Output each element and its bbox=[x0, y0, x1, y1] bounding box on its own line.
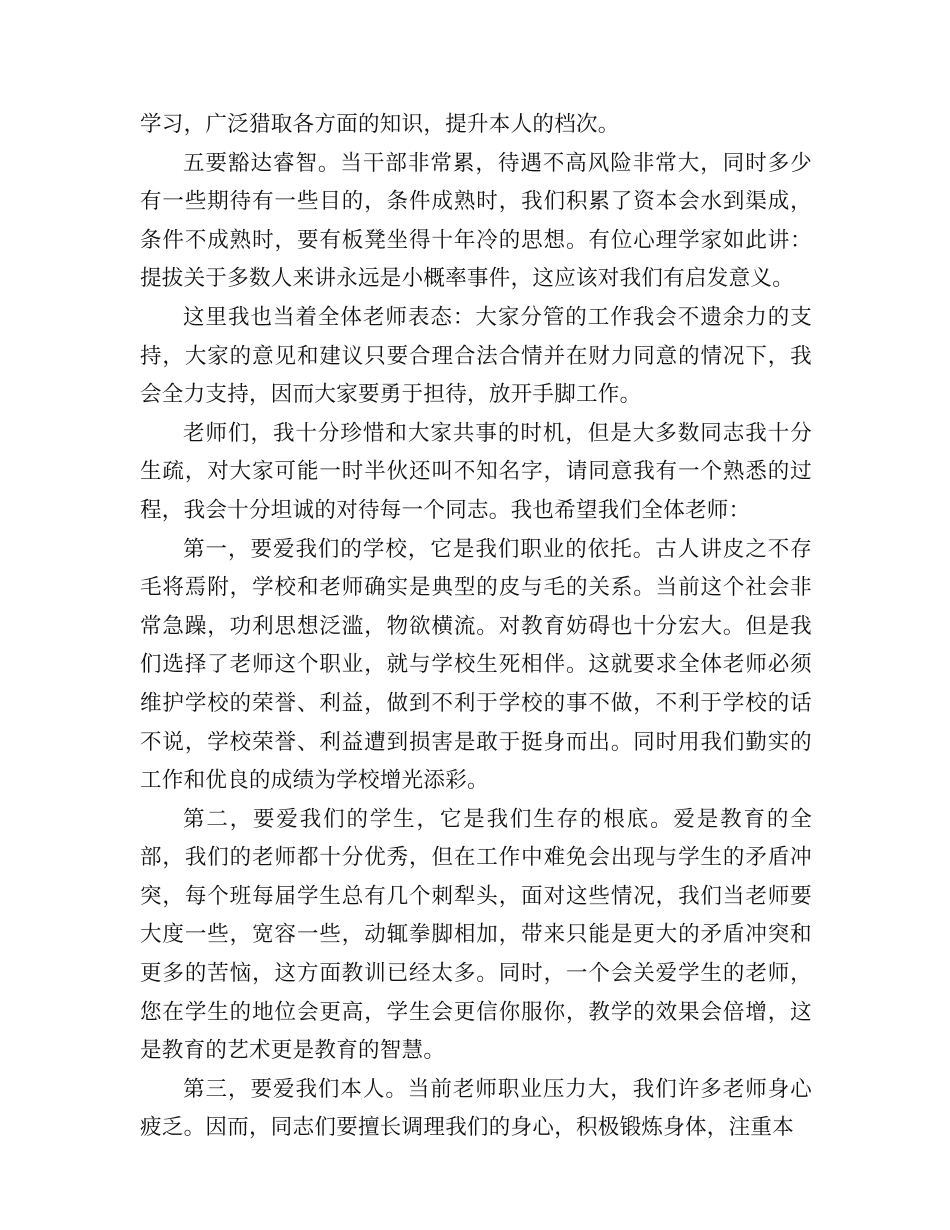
paragraph-7: 第三，要爱我们本人。当前老师职业压力大，我们许多老师身心疲乏。因而，同志们要擅长调理我们的身心，积极锻炼身体，注重本 bbox=[140, 1076, 812, 1141]
paragraph-4: 老师们，我十分珍惜和大家共事的时机，但是大多数同志我十分生疏，对大家可能一时半伙还叫不知名字，请同意我有一个熟悉的过程，我会十分坦诚的对待每一个同志。我也希望我们全体老师： bbox=[140, 420, 812, 523]
paragraph-5: 第一，要爱我们的学校，它是我们职业的依托。古人讲皮之不存毛将焉附，学校和老师确实是典型的皮与毛的关系。当前这个社会非常急躁，功利思想泛滥，物欲横流。对教育妨碍也十分宏大。但是我们选择了老师这个职业，就与学校生死相伴。这就要求全体老师必须维护学校的荣誉、利益，做到不利于学校的事不做，不利于学校的话不说，学校荣誉、利益遭到损害是敢于挺身而出。同时用我们勤实的工作和优良的成绩为学校增光添彩。 bbox=[140, 536, 812, 794]
paragraph-1: 学习，广泛猎取各方面的知识，提升本人的档次。 bbox=[140, 112, 620, 137]
paragraph-3: 这里我也当着全体老师表态：大家分管的工作我会不遗余力的支持，大家的意见和建议只要合理合法合情并在财力同意的情况下，我会全力支持，因而大家要勇于担待，放开手脚工作。 bbox=[140, 304, 812, 408]
paragraph-6: 第二，要爱我们的学生，它是我们生存的根底。爱是教育的全部，我们的老师都十分优秀，但在工作中难免会出现与学生的矛盾冲突，每个班每届学生总有几个刺犁头，面对这些情况，我们当老师要大度一些，宽容一些，动辄拳脚相加，带来只能是更大的矛盾冲突和更多的苦恼，这方面教训已经太多。同时，一个会关爱学生的老师，您在学生的地位会更高，学生会更信你服你，教学的效果会倍增，这是教育的艺术更是教育的智慧。 bbox=[140, 806, 812, 1064]
document-body bbox=[140, 106, 812, 1148]
paragraph-2: 五要豁达睿智。当干部非常累，待遇不高风险非常大，同时多少有一些期待有一些目的，条件成熟时，我们积累了资本会水到渠成，条件不成熟时，要有板凳坐得十年冷的思想。有位心理学家如此讲：提拔关于多数人来讲永远是小概率事件，这应该对我们有启发意义。 bbox=[140, 150, 812, 292]
